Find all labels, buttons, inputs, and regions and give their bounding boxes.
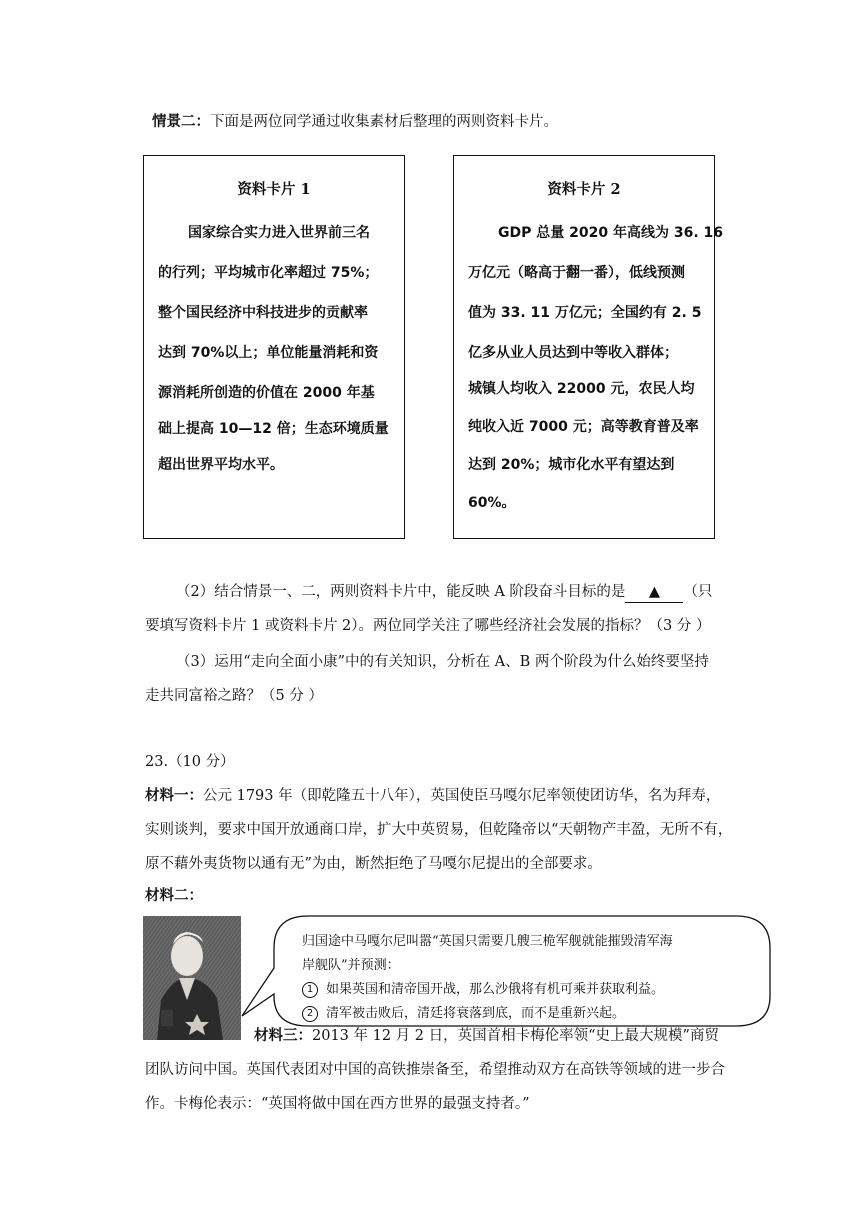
answer-blank: ▲ — [625, 582, 683, 603]
card2-line: 60%。 — [468, 495, 516, 511]
card1-title: 资料卡片 1 — [237, 181, 311, 198]
card1-line: 础上提高 10—12 倍；生态环境质量 — [158, 421, 389, 437]
item-number-1: 1 — [302, 982, 318, 998]
material-1-label: 材料一： — [145, 787, 203, 804]
card2-line: 纯收入近 7000 元；高等教育普及率 — [468, 419, 699, 435]
material-3-line3: 作。卡梅伦表示：“英国将做中国在西方世界的最强支持者。” — [145, 1096, 530, 1112]
material-1-line1 — [145, 786, 720, 806]
material-3-text: 2013 年 12 月 2 日，英国首相卡梅伦率领“史上最大规模”商贸 — [312, 1028, 719, 1044]
question-2-line2: 要填写资料卡片 1 或资料卡片 2）。两位同学关注了哪些经济社会发展的指标？（3 分 ） — [145, 618, 711, 634]
bubble-item-2-text: 清军被击败后，清廷将衰落到底，而不是重新兴起。 — [326, 1006, 626, 1021]
material-3-line1 — [254, 1026, 719, 1046]
scene2-label: 情景二： — [152, 113, 210, 130]
macartney-portrait — [143, 916, 241, 1040]
card1-line: 国家综合实力进入世界前三名 — [188, 225, 370, 241]
material-1-text: 公元 1793 年（即乾隆五十八年），英国使臣马嘎尔尼率领使团访华，名为拜寿， — [203, 788, 721, 804]
scene2-text: 下面是两位同学通过收集素材后整理的两则资料卡片。 — [210, 114, 558, 130]
card2-line: 亿多从业人员达到中等收入群体； — [468, 345, 678, 361]
material-1-line3: 原不藉外夷货物以通有无”为由，断然拒绝了马嘎尔尼提出的全部要求。 — [145, 856, 602, 872]
info-card-2 — [453, 155, 723, 539]
question-23-number: 23.（10 分） — [145, 754, 235, 770]
question-3-line1: （3）运用“走向全面小康”中的有关知识，分析在 A、B 两个阶段为什么始终要坚持 — [176, 654, 709, 670]
material-3-line2: 团队访问中国。英国代表团对中国的高铁推崇备至，希望推动双方在高铁等领域的进一步合 — [145, 1062, 725, 1078]
card1-line: 的行列；平均城市化率超过 75%； — [158, 265, 379, 281]
question-2-text: （2）结合情景一、二，两则资料卡片中，能反映 A 阶段奋斗目标的是 — [176, 584, 626, 600]
material-1-line2: 实则谈判，要求中国开放通商口岸，扩大中英贸易，但乾隆帝以“天朝物产丰盈，无所不有， — [145, 822, 733, 838]
bubble-item-2 — [302, 1002, 625, 1022]
bubble-line1: 归国途中马嘎尔尼叫嚣“英国只需要几艘三桅军舰就能摧毁清军海 — [302, 934, 673, 949]
card1-line: 达到 70%以上；单位能量消耗和资 — [158, 345, 379, 361]
material-3-label: 材料三： — [254, 1027, 312, 1044]
card2-title: 资料卡片 2 — [547, 181, 621, 198]
scene2-line — [152, 112, 558, 132]
card1-line: 整个国民经济中科技进步的贡献率 — [158, 305, 368, 321]
item-number-2: 2 — [302, 1006, 318, 1022]
card2-line: 值为 33. 11 万亿元；全国约有 2. 5 — [468, 305, 702, 321]
card2-line: 万亿元（略高于翻一番），低线预测 — [468, 265, 685, 281]
bubble-line2: 岸舰队”并预测： — [302, 958, 400, 973]
card2-line: 达到 20%；城市化水平有望达到 — [468, 457, 675, 473]
bubble-item-1 — [302, 978, 664, 998]
question-3-line2: 走共同富裕之路？（5 分 ） — [145, 688, 323, 704]
question-2-line1 — [176, 582, 712, 603]
material-2-label: 材料二： — [145, 887, 203, 904]
question-2-text-tail: （只 — [683, 584, 713, 600]
portrait-image — [143, 916, 241, 1040]
card1-line: 超出世界平均水平。 — [158, 457, 284, 473]
info-card-1 — [143, 155, 405, 539]
card2-line: GDP 总量 2020 年高线为 36. 16 — [498, 225, 723, 241]
card1-line: 源消耗所创造的价值在 2000 年基 — [158, 385, 375, 401]
card2-line: 城镇人均收入 22000 元，农民人均 — [468, 381, 695, 397]
bubble-item-1-text: 如果英国和清帝国开战，那么沙俄将有机可乘并获取利益。 — [326, 982, 665, 997]
